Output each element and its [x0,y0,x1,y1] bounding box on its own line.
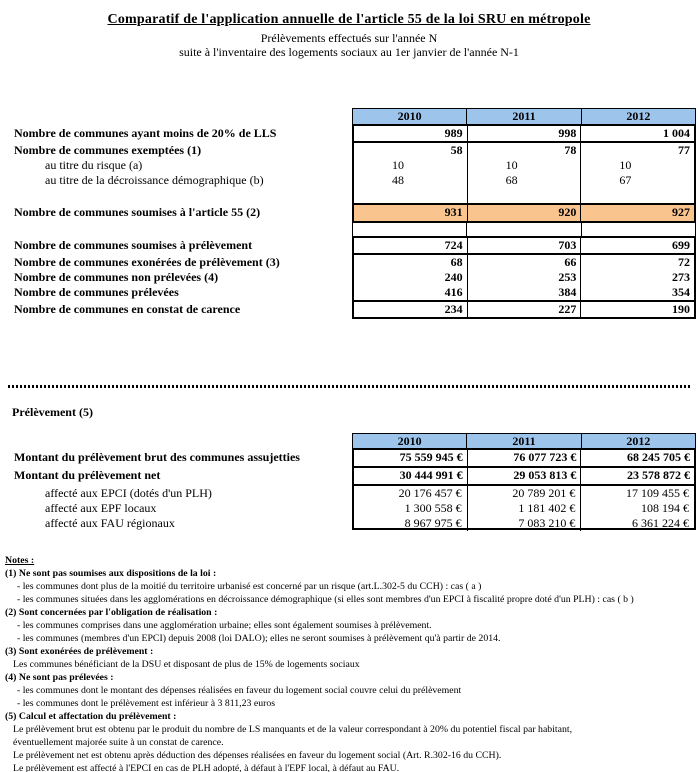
table-cell: 66 [467,255,581,270]
row-label-moins-20-lls: Nombre de communes ayant moins de 20% de LLS [14,126,277,140]
note-line: Les communes bénéficiant de la DSU et disposant de plus de 15% de logements sociaux [13,659,360,670]
row-label-non-prelevees: Nombre de communes non prélevées (4) [14,270,219,284]
notes-section [5,554,634,772]
table-cell: 384 [467,285,581,300]
table-cell: 20 789 201 € [467,486,581,501]
row-label-exonerees-prelevement: Nombre de communes exonérées de prélèvement (3) [14,255,280,269]
table-cell: 23 578 872 € [580,468,694,484]
note-line: Le prélèvement est affecté à l'EPCI en cas de PLH adopté, à défaut à l'EPF local, à défaut au FAU. [13,763,400,772]
table-cell: 48 [392,173,404,187]
table-cell: 1 300 558 € [404,501,462,515]
table2-year-2012: 2012 [581,434,695,449]
table-cell: 703 [467,238,581,253]
table-cell: 30 444 991 € [399,468,463,482]
table-cell: 29 053 813 € [467,468,581,484]
table-cell: 67 [580,173,694,188]
table-cell-empty [354,188,467,203]
table1-group-carence [352,300,696,319]
table1-group-detail [352,253,696,302]
table-cell: 1 004 [580,126,694,141]
table-cell: 10 [392,158,404,172]
row-label-prelevement-net: Montant du prélèvement net [14,468,161,482]
table-cell: 68 [467,173,581,188]
table-cell: 989 [444,126,463,140]
note-line: - les communes comprises dans une agglomération urbaine; elles sont également soumises à prélèvement. [17,620,432,631]
table-cell: 10 [467,158,581,173]
row-label-affecte-epci: affecté aux EPCI (dotés d'un PLH) [45,486,212,500]
row-label-soumises-prelevement: Nombre de communes soumises à prélèvement [14,238,253,252]
table-cell: 68 [450,255,463,269]
table1-header-group [352,108,696,125]
note-line: (1) Ne sont pas soumises aux dispositions de la loi : [5,568,217,579]
document-subtitle-1: Prélèvements effectués sur l'année N [260,31,438,45]
row-label-decroissance-demographique: au titre de la décroissance démographique (b) [45,173,264,187]
table-cell: 68 245 705 € [580,450,694,466]
table-cell-empty [580,188,694,203]
document-subtitle-2: suite à l'inventaire des logements sociaux au 1er janvier de l'année N-1 [179,45,519,59]
table-cell: 77 [580,143,694,158]
table-cell: 20 176 457 € [398,486,462,500]
table-cell: 240 [444,270,463,284]
table1-spacer-row [352,223,696,237]
table-cell: 78 [467,143,581,158]
note-line: Le prélèvement brut est obtenu par le produit du nombre de LS manquants et de la valeur correspondant à 20% du potentiel fiscal par habitant, [13,724,573,735]
table1-year-2010: 2010 [353,109,466,124]
table-cell-empty [353,223,466,237]
table-cell: 190 [580,302,694,317]
table-cell: 17 109 455 € [580,486,694,501]
table-cell: 699 [580,238,694,253]
note-line: (3) Sont exonérées de prélèvement : [5,646,154,657]
table-cell: 72 [580,255,694,270]
row-label-exemptees: Nombre de communes exemptées (1) [14,143,202,157]
note-line: - les communes dont plus de la moitié du territoire urbanisé est concerné par un risque (art.L.302-5 du CCH) : cas ( a ) [17,581,482,592]
table-cell: 58 [450,143,463,157]
table2-year-2011: 2011 [466,434,580,449]
table2-group-affectations [352,484,696,530]
table-cell: 416 [444,285,463,299]
note-line: - les communes dont le montant des dépenses réalisées en faveur du logement social couvre celui du prélèvement [17,685,462,696]
note-line: - les communes (membres d'un EPCI) depuis 2008 (loi DALO); elles ne seront soumises à prélèvement qu'à partir de 2014. [17,633,501,644]
table-cell: 998 [467,126,581,141]
row-label-prelevement-brut: Montant du prélèvement brut des communes assujetties [14,450,300,464]
table-cell: 234 [444,302,463,316]
note-line: (4) Ne sont pas prélevées : [5,672,114,683]
note-line: éventuellement majorée suite à un constat de carence. [13,737,224,748]
row-label-constat-carence: Nombre de communes en constat de carence [14,302,241,316]
note-line: Le prélèvement net est obtenu après déduction des dépenses réalisées en faveur du logement social (Art. R.302-16 du CCH). [13,750,502,761]
note-line: (2) Sont concernées par l'obligation de réalisation : [5,607,218,618]
table2-group-net [352,466,696,486]
document-title: Comparatif de l'application annuelle de l'article 55 de la loi SRU en métropole [107,12,591,27]
section-heading-prelevement: Prélèvement (5) [12,405,93,419]
table1-year-2012: 2012 [581,109,695,124]
note-line: (5) Calcul et affectation du prélèvement : [5,711,177,722]
table-cell: 7 083 210 € [467,516,581,531]
table-cell: 76 077 723 € [467,450,581,466]
note-line: - les communes situées dans les agglomérations en décroissance démographique (si elles sont membres d'un EPCI à fiscalité propre doté d'un PLH) : cas ( b ) [17,594,634,605]
table-cell: 253 [467,270,581,285]
table-cell: 227 [467,302,581,317]
table2-group-brut [352,448,696,468]
row-label-soumises-article-55: Nombre de communes soumises à l'article 55 (2) [14,205,261,219]
table-cell: 108 194 € [580,501,694,516]
table-cell-highlight: 927 [580,205,694,221]
table-cell: 6 361 224 € [580,516,694,531]
table1-group-exemptees [352,141,696,205]
table-cell-highlight: 931 [354,205,467,221]
table-cell: 10 [580,158,694,173]
table-cell: 1 181 402 € [467,501,581,516]
table-cell: 354 [580,285,694,300]
note-line: - les communes dont le prélèvement est inférieur à 3 811,23 euros [17,698,276,709]
table2-year-2010: 2010 [353,434,466,449]
table-cell-empty [467,188,581,203]
table-cell: 724 [444,238,463,252]
row-label-affecte-epf: affecté aux EPF locaux [45,501,157,515]
table-cell-empty [466,223,580,237]
row-label-titre-risque: au titre du risque (a) [45,158,143,172]
table-cell-empty [581,223,695,237]
table-cell-highlight: 920 [467,205,581,221]
table1-group-article55 [352,203,696,223]
table1-year-2011: 2011 [466,109,580,124]
table-cell: 8 967 975 € [404,516,462,530]
notes-heading: Notes : [5,555,35,566]
dashed-separator [8,385,691,388]
row-label-prelevees: Nombre de communes prélevées [14,285,179,299]
table-cell: 273 [580,270,694,285]
row-label-affecte-fau: affecté aux FAU régionaux [45,516,175,530]
table-cell: 75 559 945 € [399,450,463,464]
